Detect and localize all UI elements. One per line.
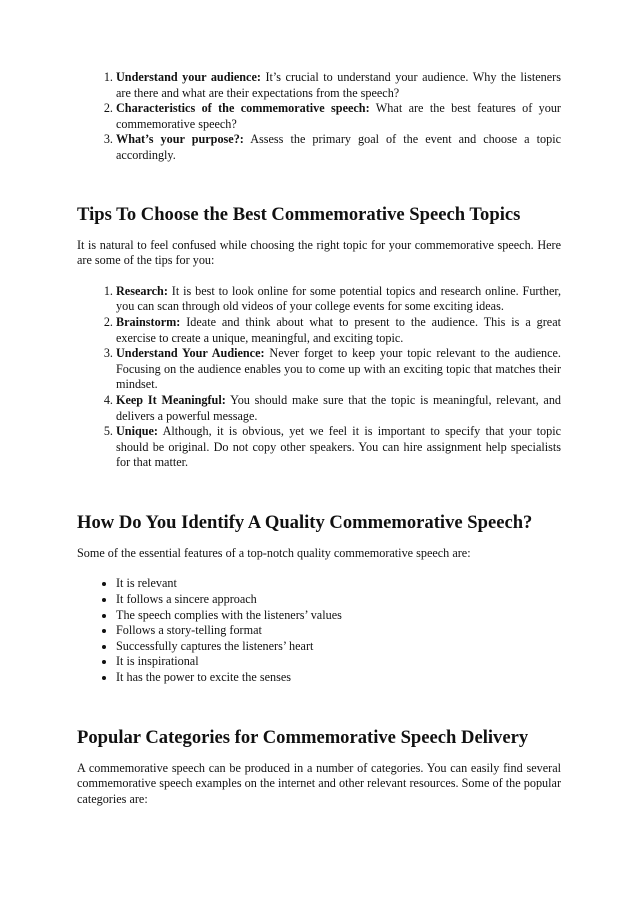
list-item-text: What are the best features of your commemorative speech? <box>116 101 561 131</box>
list-item <box>116 315 561 346</box>
list-item <box>116 132 561 163</box>
list-item-text: It’s crucial to understand your audience. Why the listeners are there and what are their expectations from the speech? <box>116 70 561 100</box>
section-heading-quality: How Do You Identify A Quality Commemorative Speech? <box>77 511 533 533</box>
list-item <box>116 284 561 315</box>
list-item <box>116 70 561 101</box>
bullet-item: • Successfully captures the listeners’ heart <box>116 639 561 655</box>
bullet-item: • It is inspirational <box>116 654 561 670</box>
section-intro-tips: It is natural to feel confused while choosing the right topic for your commemorative speech. Here are some of the tips for you: <box>77 237 561 268</box>
section-heading-categories: Popular Categories for Commemorative Speech Delivery <box>77 726 529 748</box>
list-item-text: Ideate and think about what to present to the audience. This is a great exercise to create a unique, meaningful, and exciting topic. <box>116 314 561 345</box>
list-item-lead: What’s your purpose?: <box>116 132 244 147</box>
tips-list <box>77 284 561 471</box>
document-page <box>77 70 561 807</box>
quality-bullets <box>77 576 561 685</box>
section-intro-categories: A commemorative speech can be produced in a number of categories. You can easily find several commemorative speech examples on the internet and other relevant resources. Some of the popular categories are: <box>77 760 561 806</box>
list-item-text: It is best to look online for some potential topics and research online. Further, you can scan through old videos of your college events for some exciting ideas. <box>116 283 561 314</box>
bullet-item: • It is relevant <box>116 576 561 592</box>
bullet-item: • Follows a story-telling format <box>116 623 561 639</box>
list-item-lead: Research: <box>116 283 168 298</box>
list-item-lead: Unique: <box>116 424 158 439</box>
list-item-lead: Characteristics of the commemorative speech: <box>116 101 370 116</box>
list-item-text: Assess the primary goal of the event and choose a topic accordingly. <box>116 132 561 162</box>
bullet-item: • The speech complies with the listeners’ values <box>116 608 561 624</box>
list-item-lead: Understand Your Audience: <box>116 346 265 361</box>
list-item-lead: Keep It Meaningful: <box>116 392 226 407</box>
section-intro-quality: Some of the essential features of a top-notch quality commemorative speech are: <box>77 545 471 560</box>
list-item <box>116 101 561 132</box>
list-item-lead: Understand your audience: <box>116 70 261 84</box>
list-item-text: Never forget to keep your topic relevant to the audience. Focusing on the audience enables you to come up with an exciting topic that matches their mindset. <box>116 346 561 392</box>
list-item-text: Although, it is obvious, yet we feel it is important to specify that your topic should be original. Do not copy other speakers. You can hire assignment help specialists for that matter. <box>116 424 561 470</box>
list-item-lead: Brainstorm: <box>116 314 181 329</box>
list-item-text: You should make sure that the topic is meaningful, relevant, and delivers a powerful message. <box>116 392 562 423</box>
list-item <box>116 346 561 393</box>
section-heading-tips: Tips To Choose the Best Commemorative Speech Topics <box>77 203 521 225</box>
list-item <box>116 393 561 424</box>
bullet-item: • It follows a sincere approach <box>116 592 561 608</box>
bullet-item: • It has the power to excite the senses <box>116 670 561 686</box>
list-item <box>116 424 561 471</box>
intro-list <box>77 70 561 164</box>
